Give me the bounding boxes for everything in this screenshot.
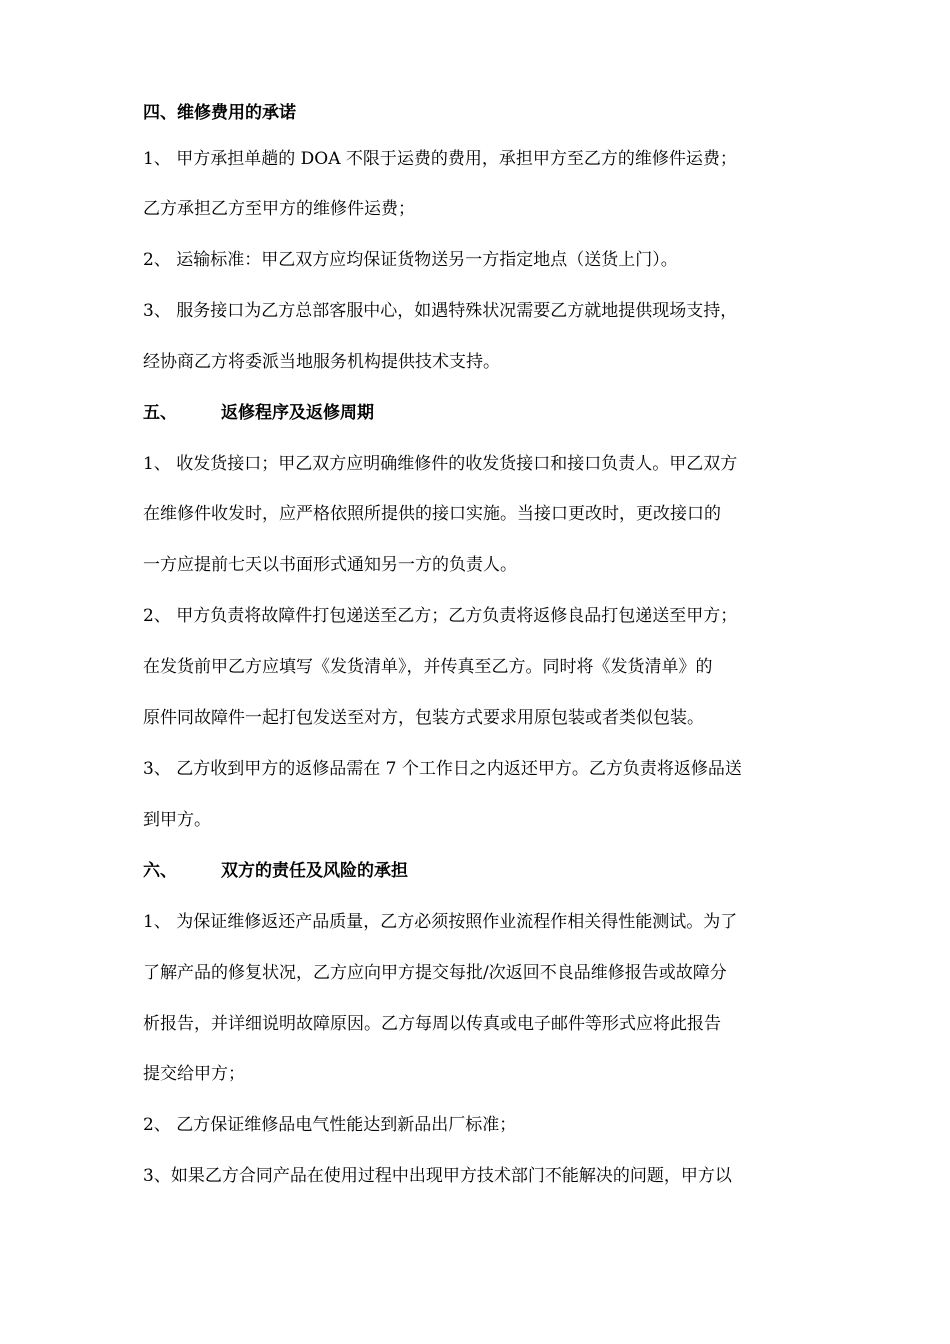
section-6-number: 六、 bbox=[143, 861, 177, 881]
section-5-heading bbox=[143, 401, 374, 425]
section-6-line-4: 提交给甲方； bbox=[143, 1064, 245, 1084]
section-5-title: 返修程序及返修周期 bbox=[221, 403, 374, 423]
section-5-line-2: 在维修件收发时，应严格依照所提供的接口实施。当接口更改时，更改接口的 bbox=[143, 504, 721, 524]
section-4-line-4: 3、 服务接口为乙方总部客服中心，如遇特殊状况需要乙方就地提供现场支持， bbox=[143, 301, 738, 321]
section-4-heading: 四、维修费用的承诺 bbox=[143, 103, 296, 123]
section-6-heading bbox=[143, 859, 408, 883]
section-6-line-6: 3、如果乙方合同产品在使用过程中出现甲方技术部门不能解决的问题，甲方以 bbox=[143, 1166, 732, 1186]
section-6-line-5: 2、 乙方保证维修品电气性能达到新品出厂标准； bbox=[143, 1115, 517, 1135]
section-5-number: 五、 bbox=[143, 403, 177, 423]
section-5-line-6: 原件同故障件一起打包发送至对方，包装方式要求用原包装或者类似包装。 bbox=[143, 708, 704, 728]
section-5-line-5: 在发货前甲乙方应填写《发货清单》，并传真至乙方。同时将《发货清单》的 bbox=[143, 657, 713, 677]
section-5-line-3: 一方应提前七天以书面形式通知另一方的负责人。 bbox=[143, 555, 517, 575]
section-4-line-3: 2、 运输标准：甲乙双方应均保证货物送另一方指定地点（送货上门）。 bbox=[143, 250, 678, 270]
section-5-line-1: 1、 收发货接口；甲乙双方应明确维修件的收发货接口和接口负责人。甲乙双方 bbox=[143, 454, 738, 474]
section-6-line-2: 了解产品的修复状况，乙方应向甲方提交每批/次返回不良品维修报告或故障分 bbox=[143, 963, 727, 983]
section-4-line-1: 1、 甲方承担单趟的 DOA 不限于运费的费用，承担甲方至乙方的维修件运费； bbox=[143, 149, 737, 169]
section-4-line-5: 经协商乙方将委派当地服务机构提供技术支持。 bbox=[143, 352, 500, 372]
section-6-line-3: 析报告，并详细说明故障原因。乙方每周以传真或电子邮件等形式应将此报告 bbox=[143, 1014, 721, 1034]
section-5-line-8: 到甲方。 bbox=[143, 810, 211, 830]
section-6-line-1: 1、 为保证维修返还产品质量，乙方必须按照作业流程作相关得性能测试。为了 bbox=[143, 912, 738, 932]
section-5-line-4: 2、 甲方负责将故障件打包递送至乙方；乙方负责将返修良品打包递送至甲方； bbox=[143, 606, 738, 626]
section-4-line-2: 乙方承担乙方至甲方的维修件运费； bbox=[143, 199, 415, 219]
section-6-title: 双方的责任及风险的承担 bbox=[221, 861, 408, 881]
section-5-line-7: 3、 乙方收到甲方的返修品需在 7 个工作日之内返还甲方。乙方负责将返修品送 bbox=[143, 759, 742, 779]
